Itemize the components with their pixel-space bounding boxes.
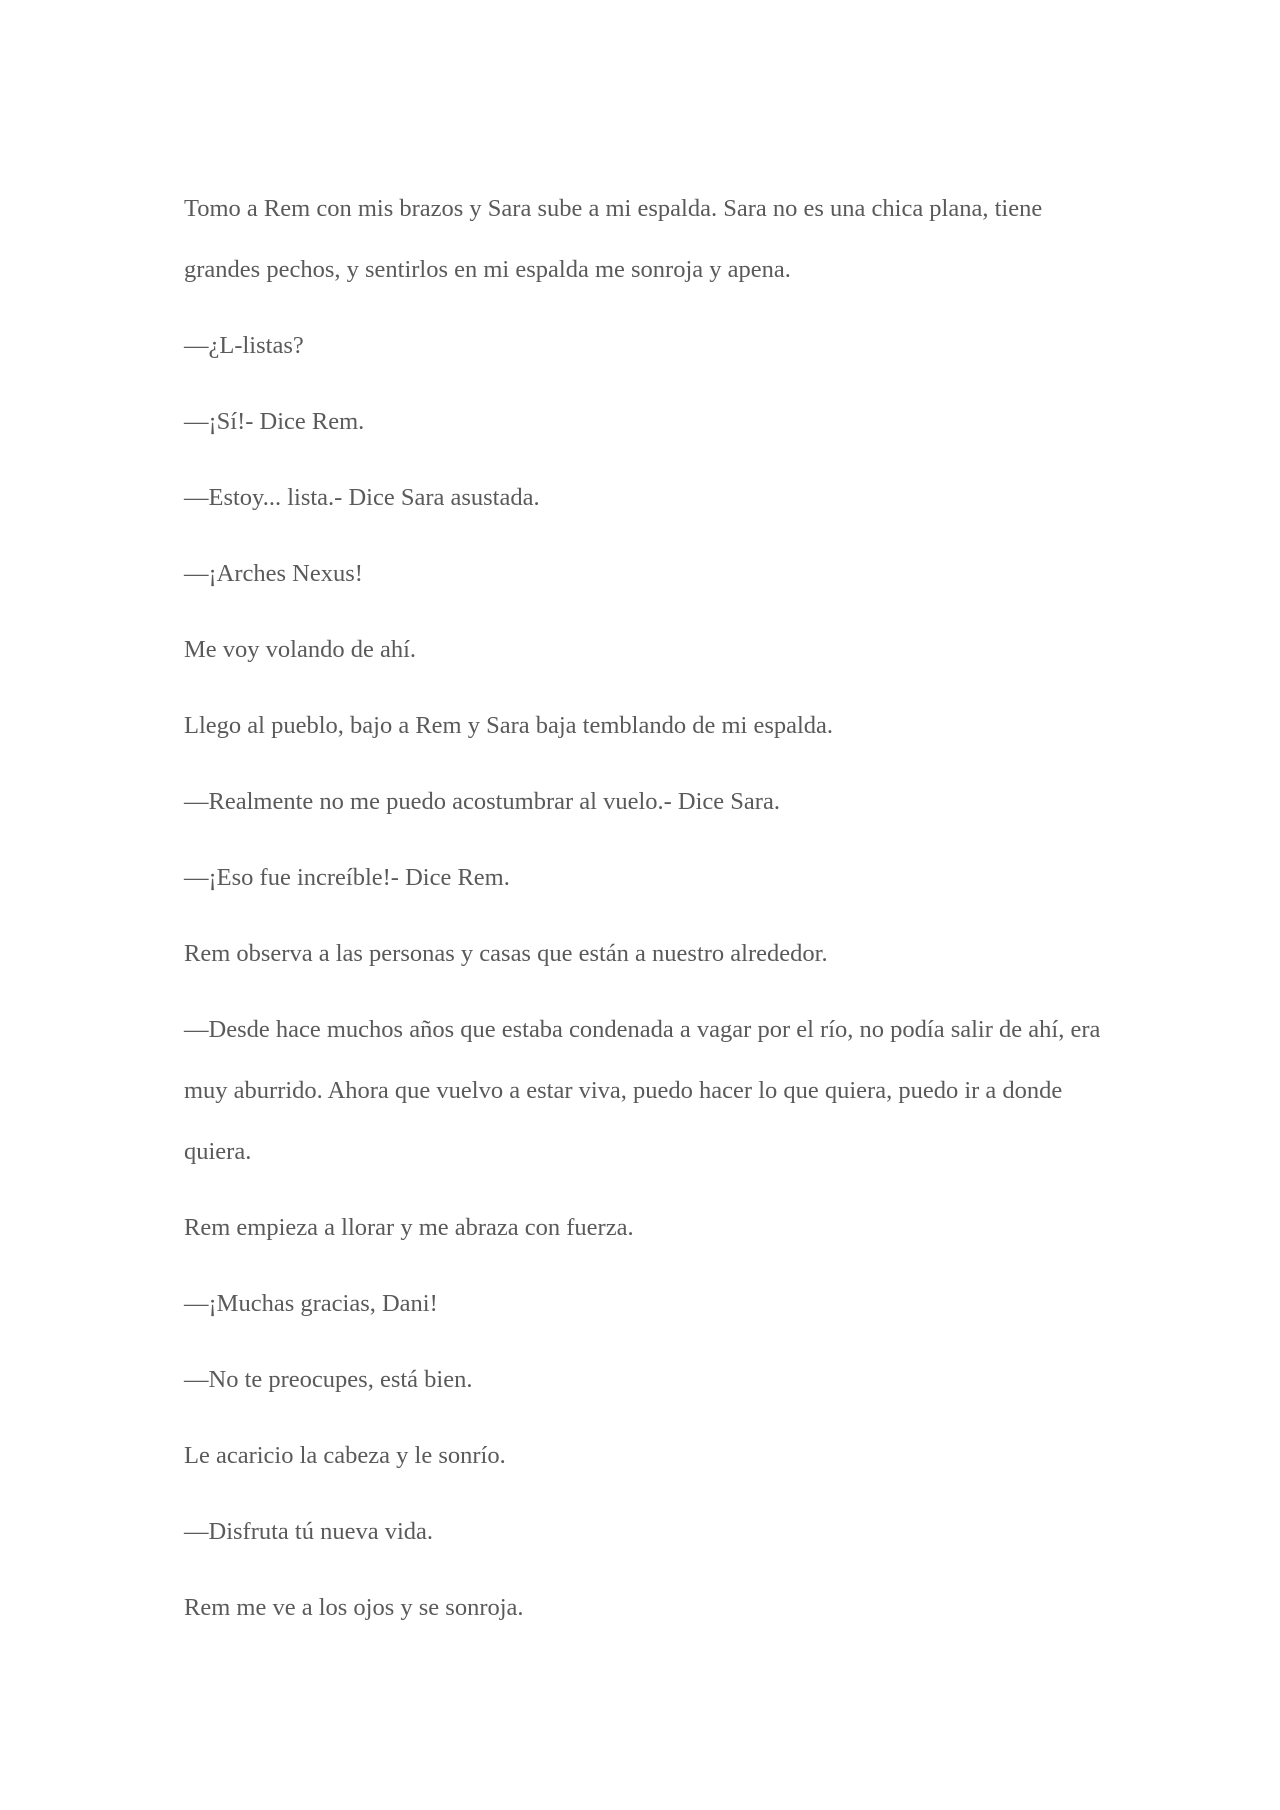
paragraph-5: —¡Arches Nexus! — [184, 560, 363, 587]
paragraph-2: —¿L-listas? — [184, 332, 304, 359]
paragraph-3: —¡Sí!- Dice Rem. — [184, 408, 365, 435]
paragraph-11: —Desde hace muchos años que estaba condenada a vagar por el río, no podía salir de ahí, era muy aburrido. Ahora que vuelvo a estar viva, puedo hacer lo que quiera, puedo ir a donde quiera. — [184, 1016, 1101, 1165]
paragraph-7: Llego al pueblo, bajo a Rem y Sara baja temblando de mi espalda. — [184, 712, 834, 739]
body-text — [184, 178, 1104, 1653]
paragraph-16: —Disfruta tú nueva vida. — [184, 1518, 434, 1545]
paragraph-8: —Realmente no me puedo acostumbrar al vuelo.- Dice Sara. — [184, 788, 780, 815]
paragraph-14: —No te preocupes, está bien. — [184, 1366, 473, 1393]
paragraph-6: Me voy volando de ahí. — [184, 636, 417, 663]
paragraph-12: Rem empieza a llorar y me abraza con fuerza. — [184, 1214, 634, 1241]
paragraph-10: Rem observa a las personas y casas que están a nuestro alrededor. — [184, 940, 828, 967]
paragraph-4: —Estoy... lista.- Dice Sara asustada. — [184, 484, 540, 511]
paragraph-15: Le acaricio la cabeza y le sonrío. — [184, 1442, 506, 1469]
paragraph-1: Tomo a Rem con mis brazos y Sara sube a mi espalda. Sara no es una chica plana, tiene grandes pechos, y sentirlos en mi espalda me sonroja y apena. — [184, 195, 1043, 283]
paragraph-9: —¡Eso fue increíble!- Dice Rem. — [184, 864, 510, 891]
paragraph-13: —¡Muchas gracias, Dani! — [184, 1290, 438, 1317]
paragraph-17: Rem me ve a los ojos y se sonroja. — [184, 1594, 524, 1621]
